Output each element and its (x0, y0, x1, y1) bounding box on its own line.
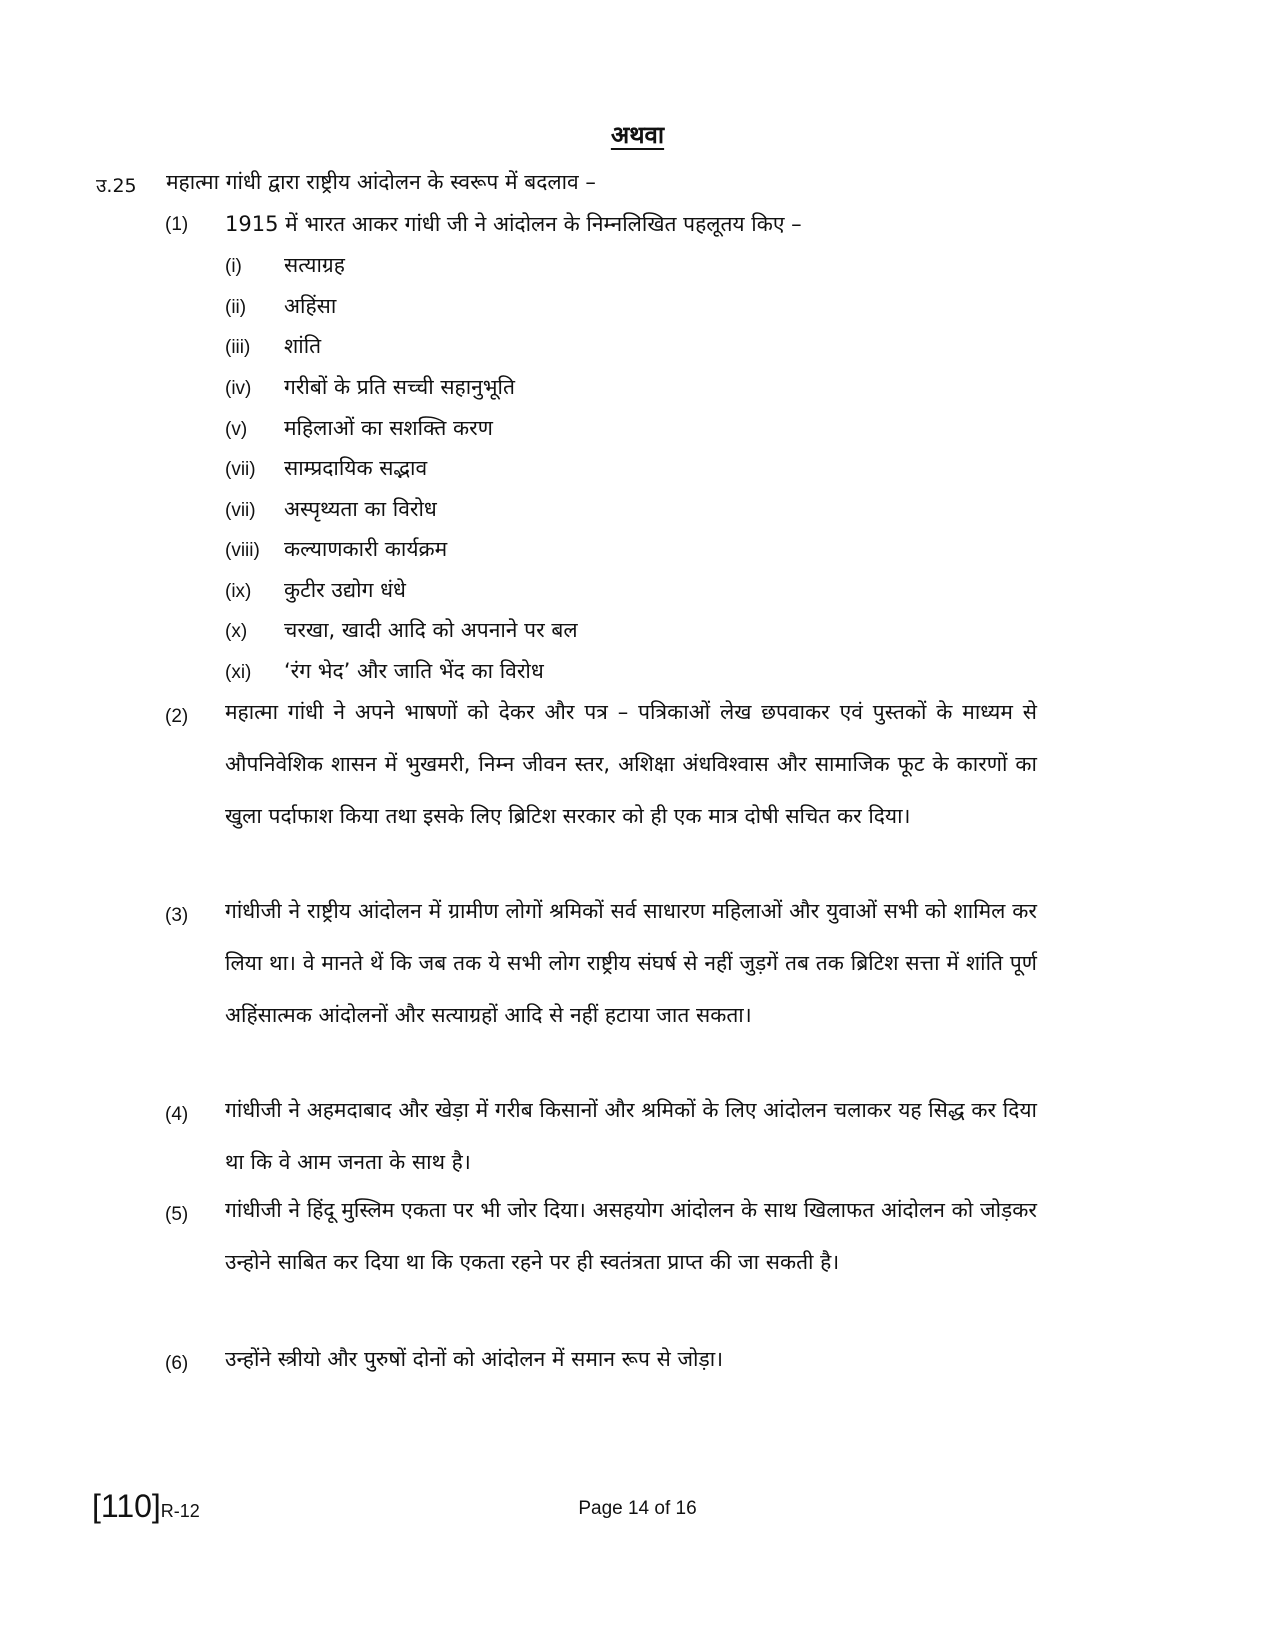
subpoint-number: (ix) (225, 581, 252, 602)
point-number: (3) (165, 905, 189, 926)
point-text: उन्होंने स्त्रीयो और पुरुषों दोनों को आंदोलन में समान रूप से जोड़ा। (225, 1347, 724, 1371)
page-number: Page 14 of 16 (578, 1498, 697, 1519)
subpoint-text: कल्याणकारी कार्यक्रम (284, 537, 448, 561)
subpoint-number: (iv) (225, 378, 252, 399)
subpoint-text: महिलाओं का सशक्ति करण (284, 416, 493, 440)
question-title: महात्मा गांधी द्वारा राष्ट्रीय आंदोलन के स्वरूप में बदलाव – (166, 170, 596, 194)
subpoint-text: अस्पृथ्यता का विरोध (284, 497, 437, 521)
footer-code-sub: R-12 (160, 1501, 200, 1521)
subpoint-number: (xi) (225, 662, 252, 683)
point-text: गांधीजी ने राष्ट्रीय आंदोलन में ग्रामीण लोगों श्रमिकों सर्व साधारण महिलाओं और युवाओं सभी को शामिल कर लिया था। वे मानते थें कि जब तक ये सभी लोग राष्ट्रीय संघर्ष से नहीं जुड़गें तब तक ब्रिटिश सत्ता में शांति पूर्ण अहिंसात्मक आंदोलनों और सत्याग्रहों आदि से नहीं हटाया जात सकता। (225, 899, 1037, 1027)
point-text: गांधीजी ने हिंदू मुस्लिम एकता पर भी जोर दिया। असहयोग आंदोलन के साथ खिलाफत आंदोलन को जोड़कर उन्होने साबित कर दिया था कि एकता रहने पर ही स्वतंत्रता प्राप्त की जा सकती है। (225, 1198, 1037, 1274)
subpoint-number: (viii) (225, 540, 260, 561)
section-heading: अथवा (610, 121, 665, 149)
point-text: गांधीजी ने अहमदाबाद और खेड़ा में गरीब किसानों और श्रमिकों के लिए आंदोलन चलाकर यह सिद्ध कर दिया था कि वे आम जनता के साथ है। (225, 1098, 1037, 1174)
point-text: महात्मा गांधी ने अपने भाषणों को देकर और पत्र – पत्रिकाओं लेख छपवाकर एवं पुस्तकों के माध्यम से औपनिवेशिक शासन में भुखमरी, निम्न जीवन स्तर, अशिक्षा अंधविश्वास और सामाजिक फूट के कारणों का खुला पर्दाफाश किया तथा इसके लिए ब्रिटिश सरकार को ही एक मात्र दोषी सचित कर दिया। (225, 700, 1037, 828)
subpoint-number: (i) (225, 256, 242, 277)
subpoint-number: (vii) (225, 500, 256, 521)
subpoint-number: (ii) (225, 297, 247, 318)
question-number: उ.25 (96, 175, 137, 197)
point-number: (5) (165, 1204, 189, 1225)
point-number: (6) (165, 1353, 189, 1374)
subpoint-number: (v) (225, 419, 248, 440)
point-text: 1915 में भारत आकर गांधी जी ने आंदोलन के निम्नलिखित पहलूतय किए – (225, 212, 802, 236)
point-number: (4) (165, 1104, 189, 1125)
subpoint-text: कुटीर उद्योग धंधे (284, 578, 406, 602)
subpoint-number: (x) (225, 621, 248, 642)
subpoint-text: साम्प्रदायिक सद्भाव (284, 456, 428, 480)
subpoint-text: सत्याग्रह (284, 253, 345, 277)
subpoint-text: चरखा, खादी आदि को अपनाने पर बल (284, 618, 578, 642)
subpoint-text: गरीबों के प्रति सच्ची सहानुभूति (284, 375, 515, 399)
subpoint-number: (vii) (225, 459, 256, 480)
subpoint-number: (iii) (225, 337, 251, 358)
subpoint-text: ‘रंग भेद’ और जाति भेंद का विरोध (284, 659, 544, 683)
footer-code-main: [110] (92, 1488, 161, 1524)
point-number: (1) (165, 214, 189, 235)
subpoint-text: अहिंसा (284, 294, 337, 318)
point-number: (2) (165, 706, 189, 727)
subpoint-text: शांति (284, 334, 322, 358)
